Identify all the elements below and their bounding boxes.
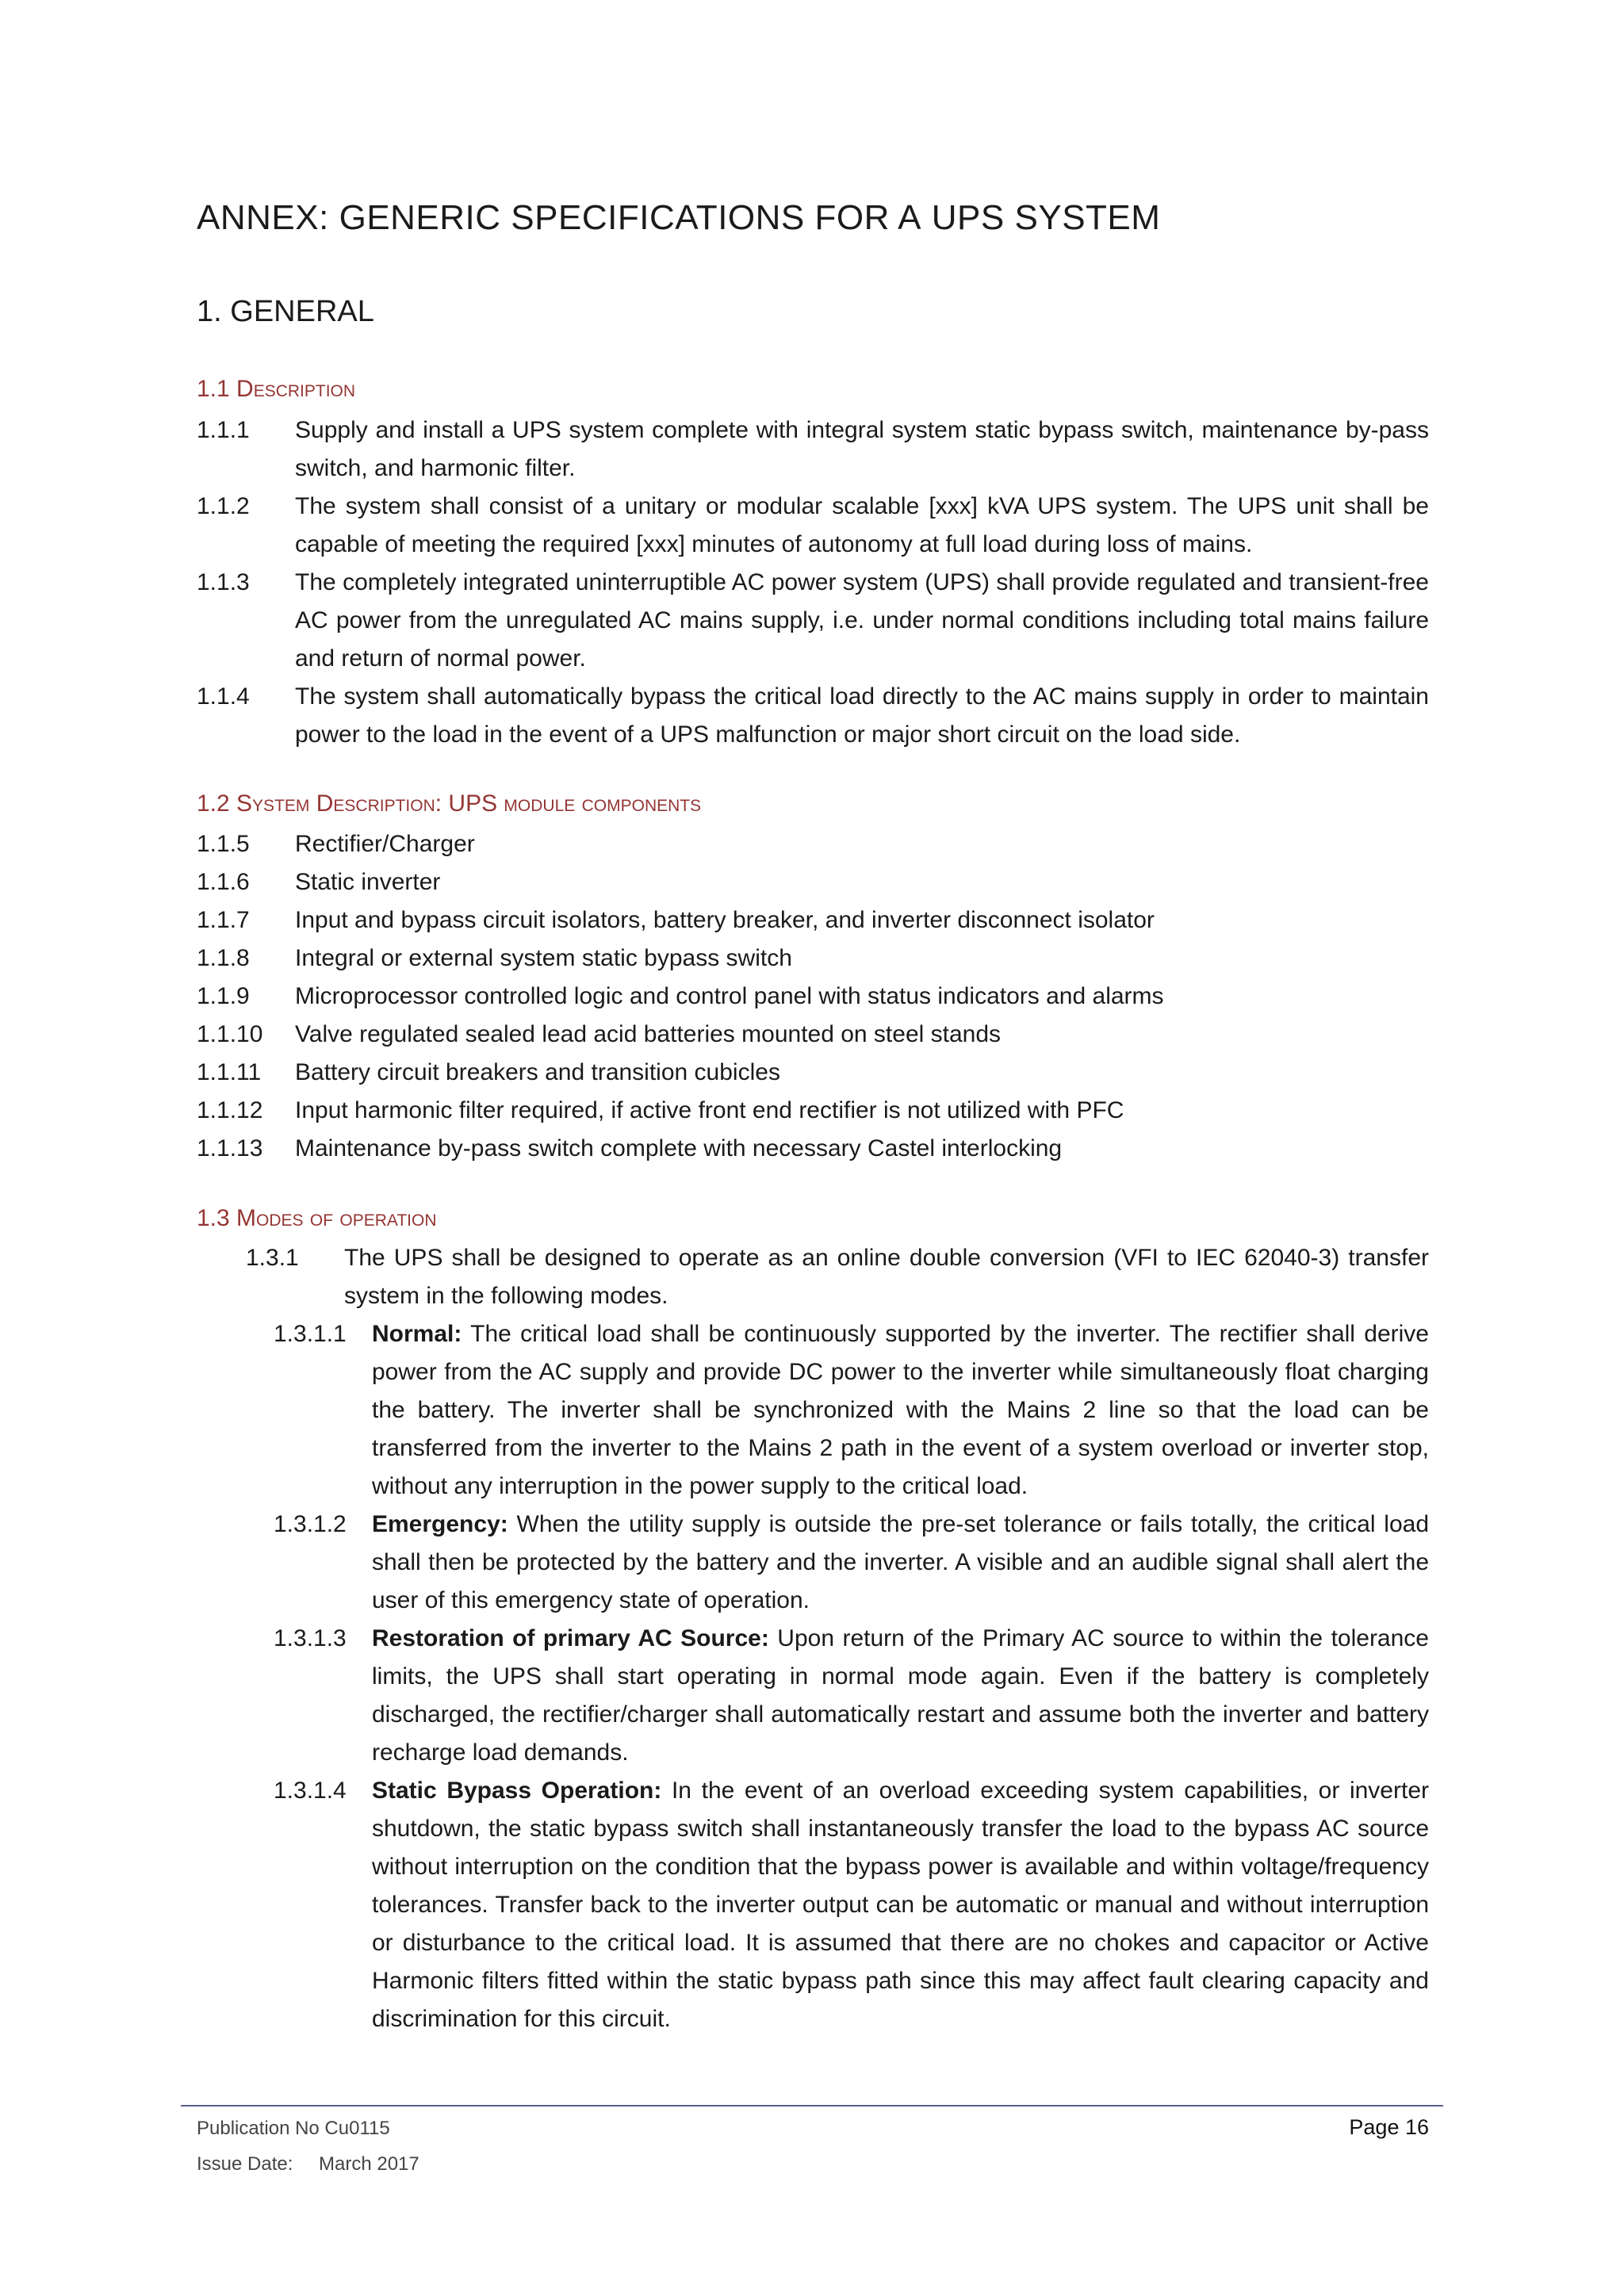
issue-date-label: Issue Date: [197, 2153, 293, 2175]
footer-divider [181, 2105, 1443, 2107]
subsection-heading-modes: 1.3 Modes of operation [197, 1205, 437, 1231]
publication-number: Publication No Cu0115 [197, 2118, 390, 2139]
document-page: ANNEX: GENERIC SPECIFICATIONS FOR A UPS SYSTEM 1. GENERAL 1.1 Description 1.1.1 Supply and install a UPS system complete with integral system static bypass switch, maintenance by-pass switch, and harmonic filter. 1.1.2 The system shall consist of a unitary or modular scalable [xxx] kVA UPS system. The UPS unit shall be capable of meeting the required [xxx] minutes of autonomy at full load during loss of mains. 1.1.3 The completely integrated uninterruptible AC power system (UPS) shall provide regulated and transient-free AC power from the unregulated AC mains supply, i.e. under normal conditions including total mains failure and return of normal power. 1.1.4 The system shall automatically bypass the critical load directly to the AC mains supply in order to maintain power to the load in the event of a UPS malfunction or major short circuit on the load side. 1.2 System Description: UPS module components 1.1.5 Rectifier/Charger 1.1.6 Static inverter 1.1.7 Input and bypass circuit isolators, battery breaker, and inverter disconnect isolator 1.1.8 Integral or external system static bypass switch 1.1.9 Microprocessor controlled logic and control panel with status indicators and alarms 1.1.10 Valve regulated sealed lead acid batteries mounted on steel stands 1.1.11 Battery circuit breakers and transition cubicles 1.1.12 Input harmonic filter required, if active front end rectifier is not utilized with PFC 1.1.13 Maintenance by-pass switch complete with necessary Castel interlocking 1.3 Modes of operation 1.3.1 The UPS shall be designed to operate as an online double conversion (VFI to IEC 62040-3) transfer system in the following modes. 1.3.1.1 Normal: The critical load shall be continuously supported by the inverter. The rectifier shall derive power from the AC supply and provide DC power to the inverter while simultaneously float charging the battery. The inverter shall be synchronized with the Mains 2 line so that the load can be transferred from the inverter to the Mains 2 path in the event of a system overload or inverter stop, without any interruption in the power supply to the critical load. 1.3.1.2 Emergency: When the utility supply is outside the pre-set tolerance or fails totally, the critical load shall then be protected by the battery and the inverter. A visible and an audible signal shall alert the user of this emergency state of operation. 1.3.1.3 Restoration of primary AC Source: Upon return of the Primary AC source to within the tolerance limits, the UPS shall start operating in normal mode again. Even if the battery is completely discharged, the rectifier/charger shall automatically restart and assume both the inverter and battery recharge load demands. 1.3.1.4 Static Bypass Operation: In the event of an overload exceeding system capabilities, or inverter shutdown, the static bypass switch shall instantaneously transfer the load to the bypass AC source without interruption on the condition that the bypass power is available and within voltage/frequency tolerances. Transfer back to the inverter output can be automatic or manual and without interruption or disturbance to the critical load. It is assumed that there are no chokes and capacitor or Active Harmonic filters fitted within the static bypass path since this may affect fault clearing capacity and discrimination for this circuit. Publication No Cu0115 Page 16 Issue Date: March 2017 [0, 0, 1624, 2296]
page-title: ANNEX: GENERIC SPECIFICATIONS FOR A UPS SYSTEM [197, 198, 1161, 237]
subsection-heading-components: 1.2 System Description: UPS module components [197, 790, 702, 817]
subsection-heading-description: 1.1 Description [197, 376, 356, 402]
page-number: Page 16 [1349, 2115, 1429, 2139]
section-heading-general: 1. GENERAL [197, 295, 374, 328]
issue-date: March 2017 [319, 2153, 419, 2175]
